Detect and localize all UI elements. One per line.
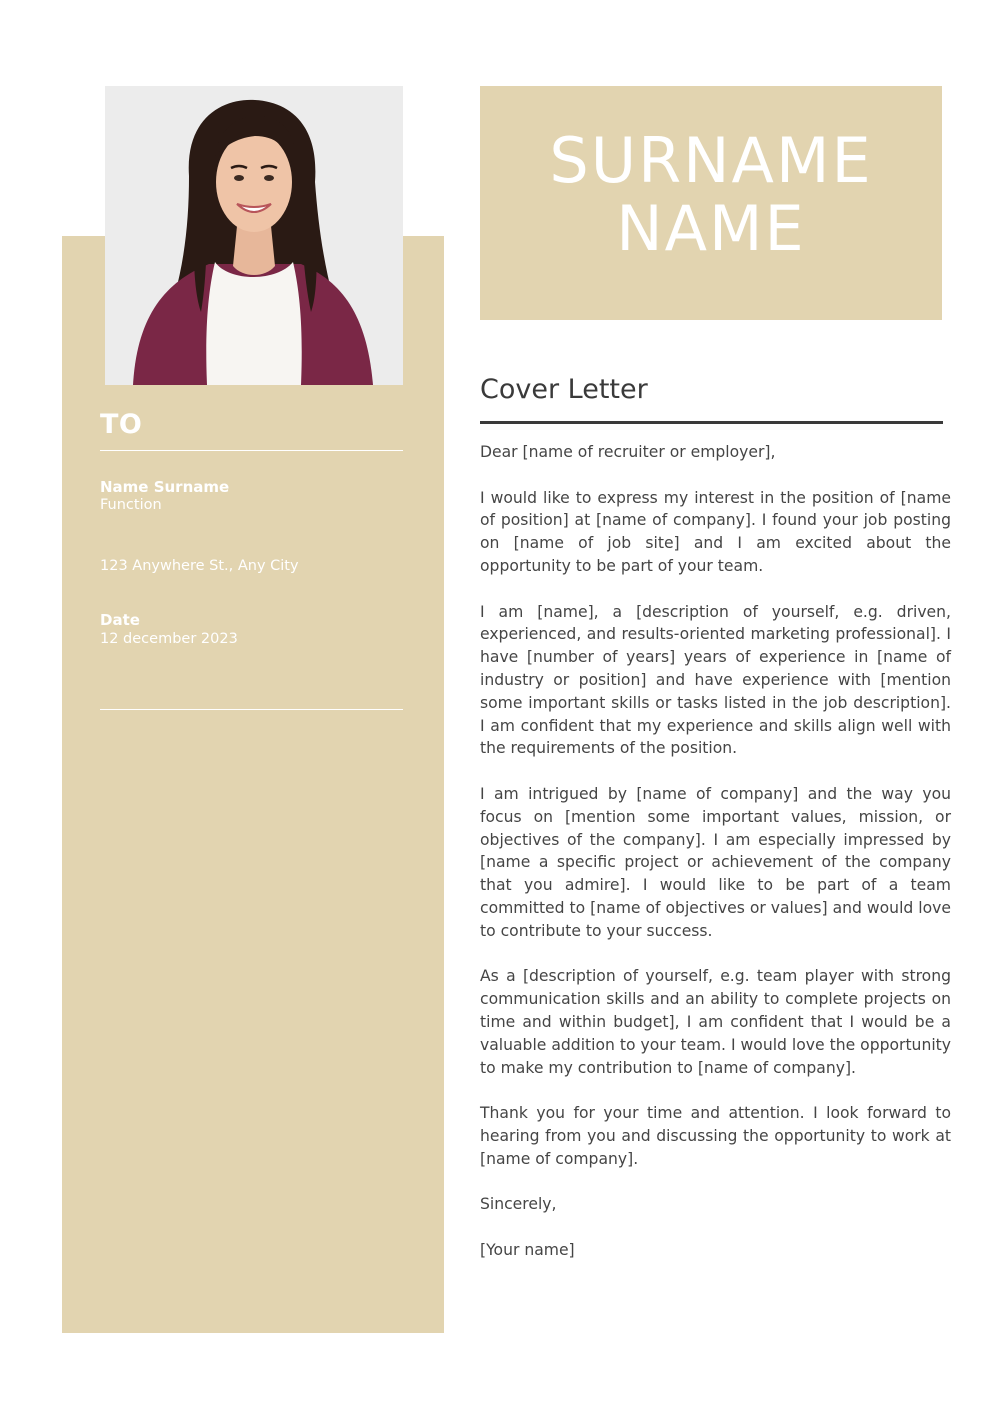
date-label: Date	[100, 611, 140, 629]
name-banner	[480, 86, 942, 320]
surname-heading: SURNAME	[549, 124, 873, 197]
letter-paragraph: I am intrigued by [name of company] and the way you focus on [mention some important values, mission, or objectives of the company]. I am especially impressed by [name a specific project or achievement of the company that you admire]. I would like to be part of a team committed to [name of objectives or values] and would love to contribute to your success.	[480, 784, 951, 940]
letter-signature: [Your name]	[480, 1240, 575, 1259]
letter-paragraph: As a [description of yourself, e.g. team player with strong communication skills and an ability to complete projects on time and within budget], I am confident that I would be a valuable addition to your team. I would love the opportunity to make my contribution to [name of company].	[480, 967, 951, 1077]
recipient-function: Function	[100, 497, 162, 513]
profile-photo	[105, 86, 403, 385]
recipient-divider-top	[100, 450, 403, 451]
recipient-address: 123 Anywhere St., Any City	[100, 558, 299, 574]
title-divider	[480, 421, 943, 424]
recipient-heading: TO	[100, 409, 143, 440]
letter-closing: Sincerely,	[480, 1195, 557, 1214]
first-name-heading: NAME	[616, 192, 806, 265]
recipient-name: Name Surname	[100, 478, 230, 496]
letter-body	[480, 441, 951, 1284]
date-value: 12 december 2023	[100, 631, 238, 647]
letter-salutation: Dear [name of recruiter or employer],	[480, 443, 776, 461]
letter-paragraph: I would like to express my interest in the position of [name of position] at [name of company]. I found your job posting on [name of job site] and I am excited about the opportunity to be part of your team.	[480, 488, 951, 575]
document-title: Cover Letter	[480, 374, 648, 405]
portrait-icon	[105, 86, 403, 385]
recipient-divider-bottom	[100, 709, 403, 710]
letter-paragraph: Thank you for your time and attention. I look forward to hearing from you and discussing the opportunity to work at [name of company].	[480, 1104, 951, 1168]
sidebar-panel	[62, 236, 444, 1333]
letter-paragraph: I am [name], a [description of yourself, e.g. driven, experienced, and results-oriented marketing professional]. I have [number of years] years of experience in [name of industry or position] and have experience with [mention some important skills or tasks listed in the job description]. I am confident that my experience and skills align well with the requirements of the position.	[480, 602, 951, 758]
